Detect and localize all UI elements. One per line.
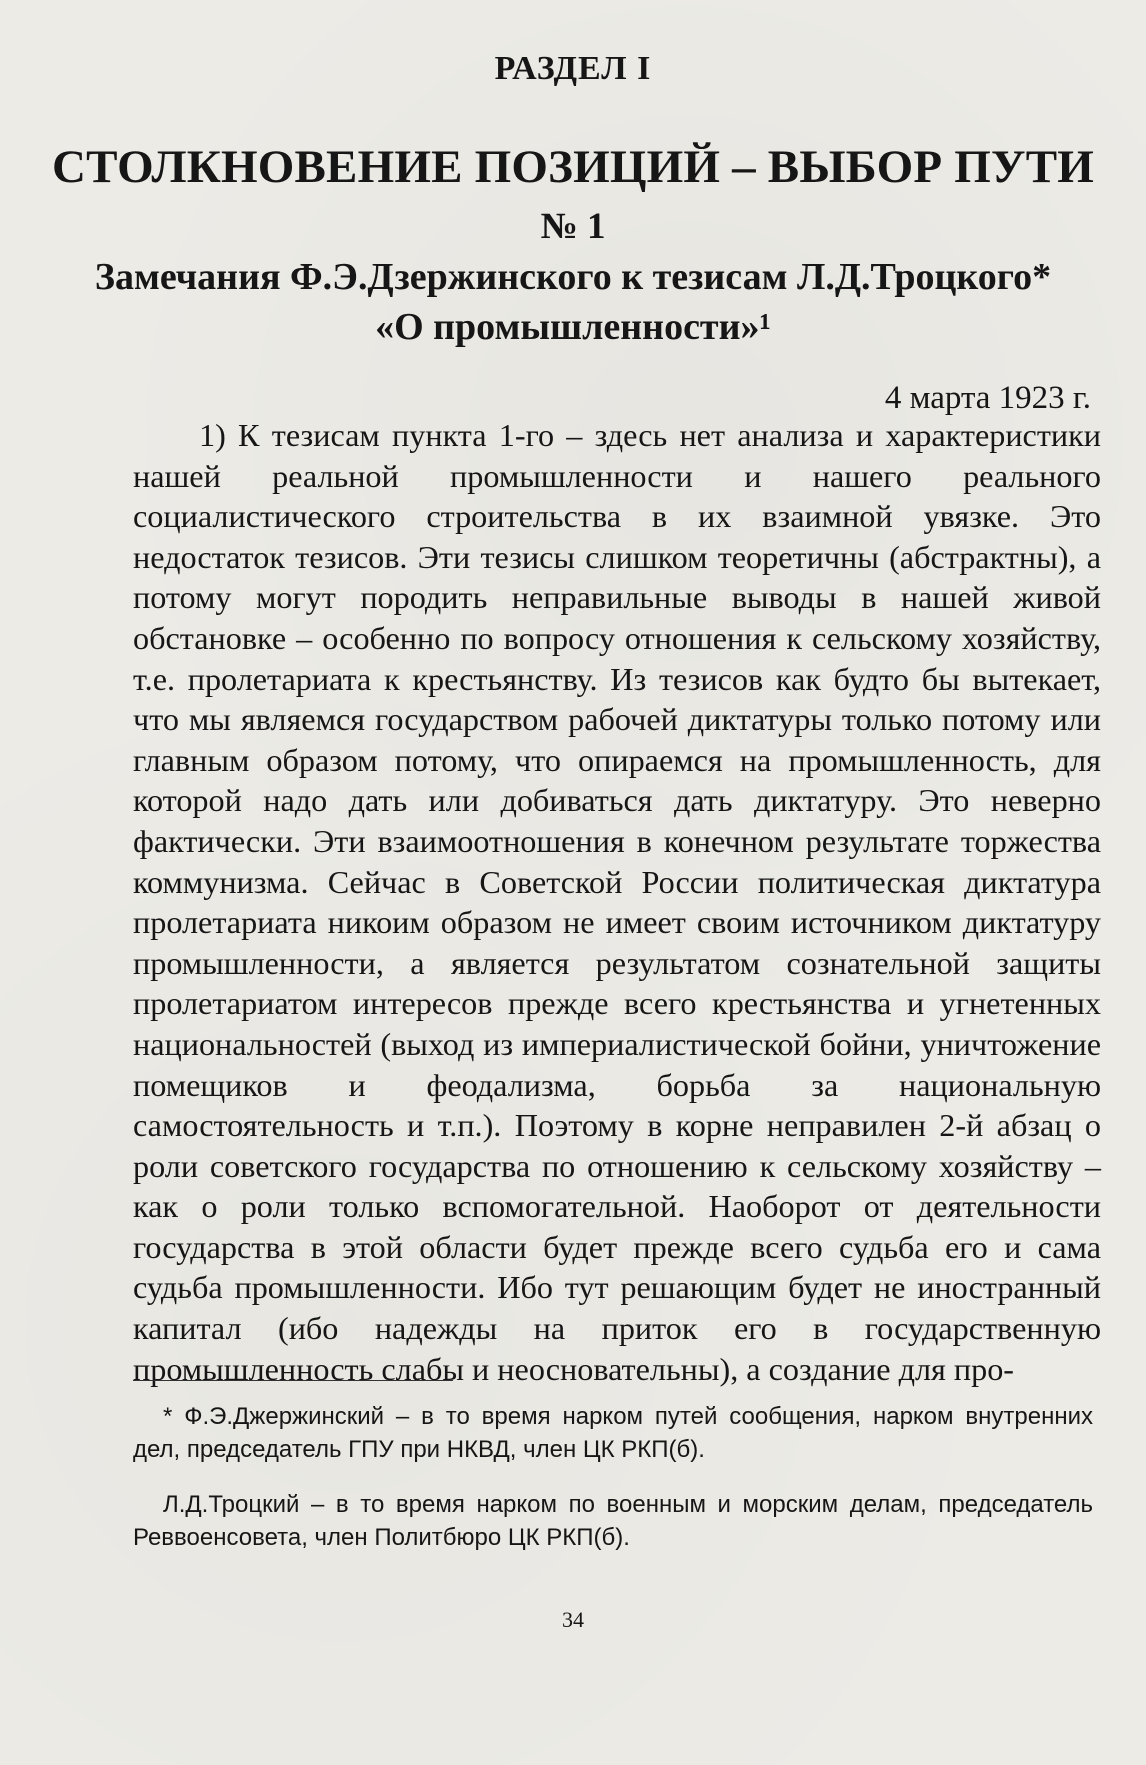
document-date: 4 марта 1923 г. [884, 380, 1091, 416]
section-label: РАЗДЕЛ I [494, 50, 652, 87]
document-title-line-1: Замечания Ф.Э.Дзержинского к тезисам Л.Д.Троцкого* [94, 256, 1052, 298]
document-number: № 1 [540, 206, 606, 247]
document-title-line-2: «О промышленности»¹ [375, 306, 771, 348]
footnote-separator [133, 1380, 453, 1381]
footnote-dzerzhinsky: * Ф.Э.Джержинский – в то время нарком путей сообщения, нарком внутренних дел, председатель ГПУ при НКВД, член ЦК РКП(б). [133, 1403, 1093, 1463]
body-paragraph: 1) К тезисам пункта 1-го – здесь нет анализа и характеристики нашей реальной промышленности и нашего реального социалистического строительства в их взаимной увязке. Это недостаток тезисов. Эти тезисы слишком теоретичны (абстрактны), а потому могут породить неправильные выводы в нашей живой обстановке – особенно по вопросу отношения к сельскому хозяйству, т.е. пролетариата к крестьянству. Из тезисов как будто бы вытекает, что мы являемся государством рабочей диктатуры только потому или главным образом потому, что опираемся на промышленность, для которой надо дать или добиваться дать диктатуру. Это неверно фактически. Эти взаимоотношения в конечном результате торжества коммунизма. Сейчас в Советской России политическая диктатура пролетариата никоим образом не имеет своим источником диктатуру промышленности, а является результатом сознательной защиты пролетариатом интересов прежде всего крестьянства и угнетенных национальностей (выход из империалистической бойни, уничтожение помещиков и феодализма, борьба за национальную самостоятельность и т.п.). Поэтому в корне неправилен 2-й абзац о роли советского государства по отношению к сельскому хозяйству – как о роли только вспомогательной. Наоборот от деятельности государства в этой области будет прежде всего судьба его и сама судьба промышленности. Ибо тут решающим будет не иностранный капитал (ибо надежды на приток его в государственную промышленность слабы и неосновательны), а создание для про- [133, 417, 1101, 1387]
footnote-trotsky: Л.Д.Троцкий – в то время нарком по военным и морским делам, председатель Реввоенсовета, член Политбюро ЦК РКП(б). [133, 1491, 1093, 1551]
section-title: СТОЛКНОВЕНИЕ ПОЗИЦИЙ – ВЫБОР ПУТИ [52, 141, 1094, 193]
page-number: 34 [562, 1607, 584, 1632]
